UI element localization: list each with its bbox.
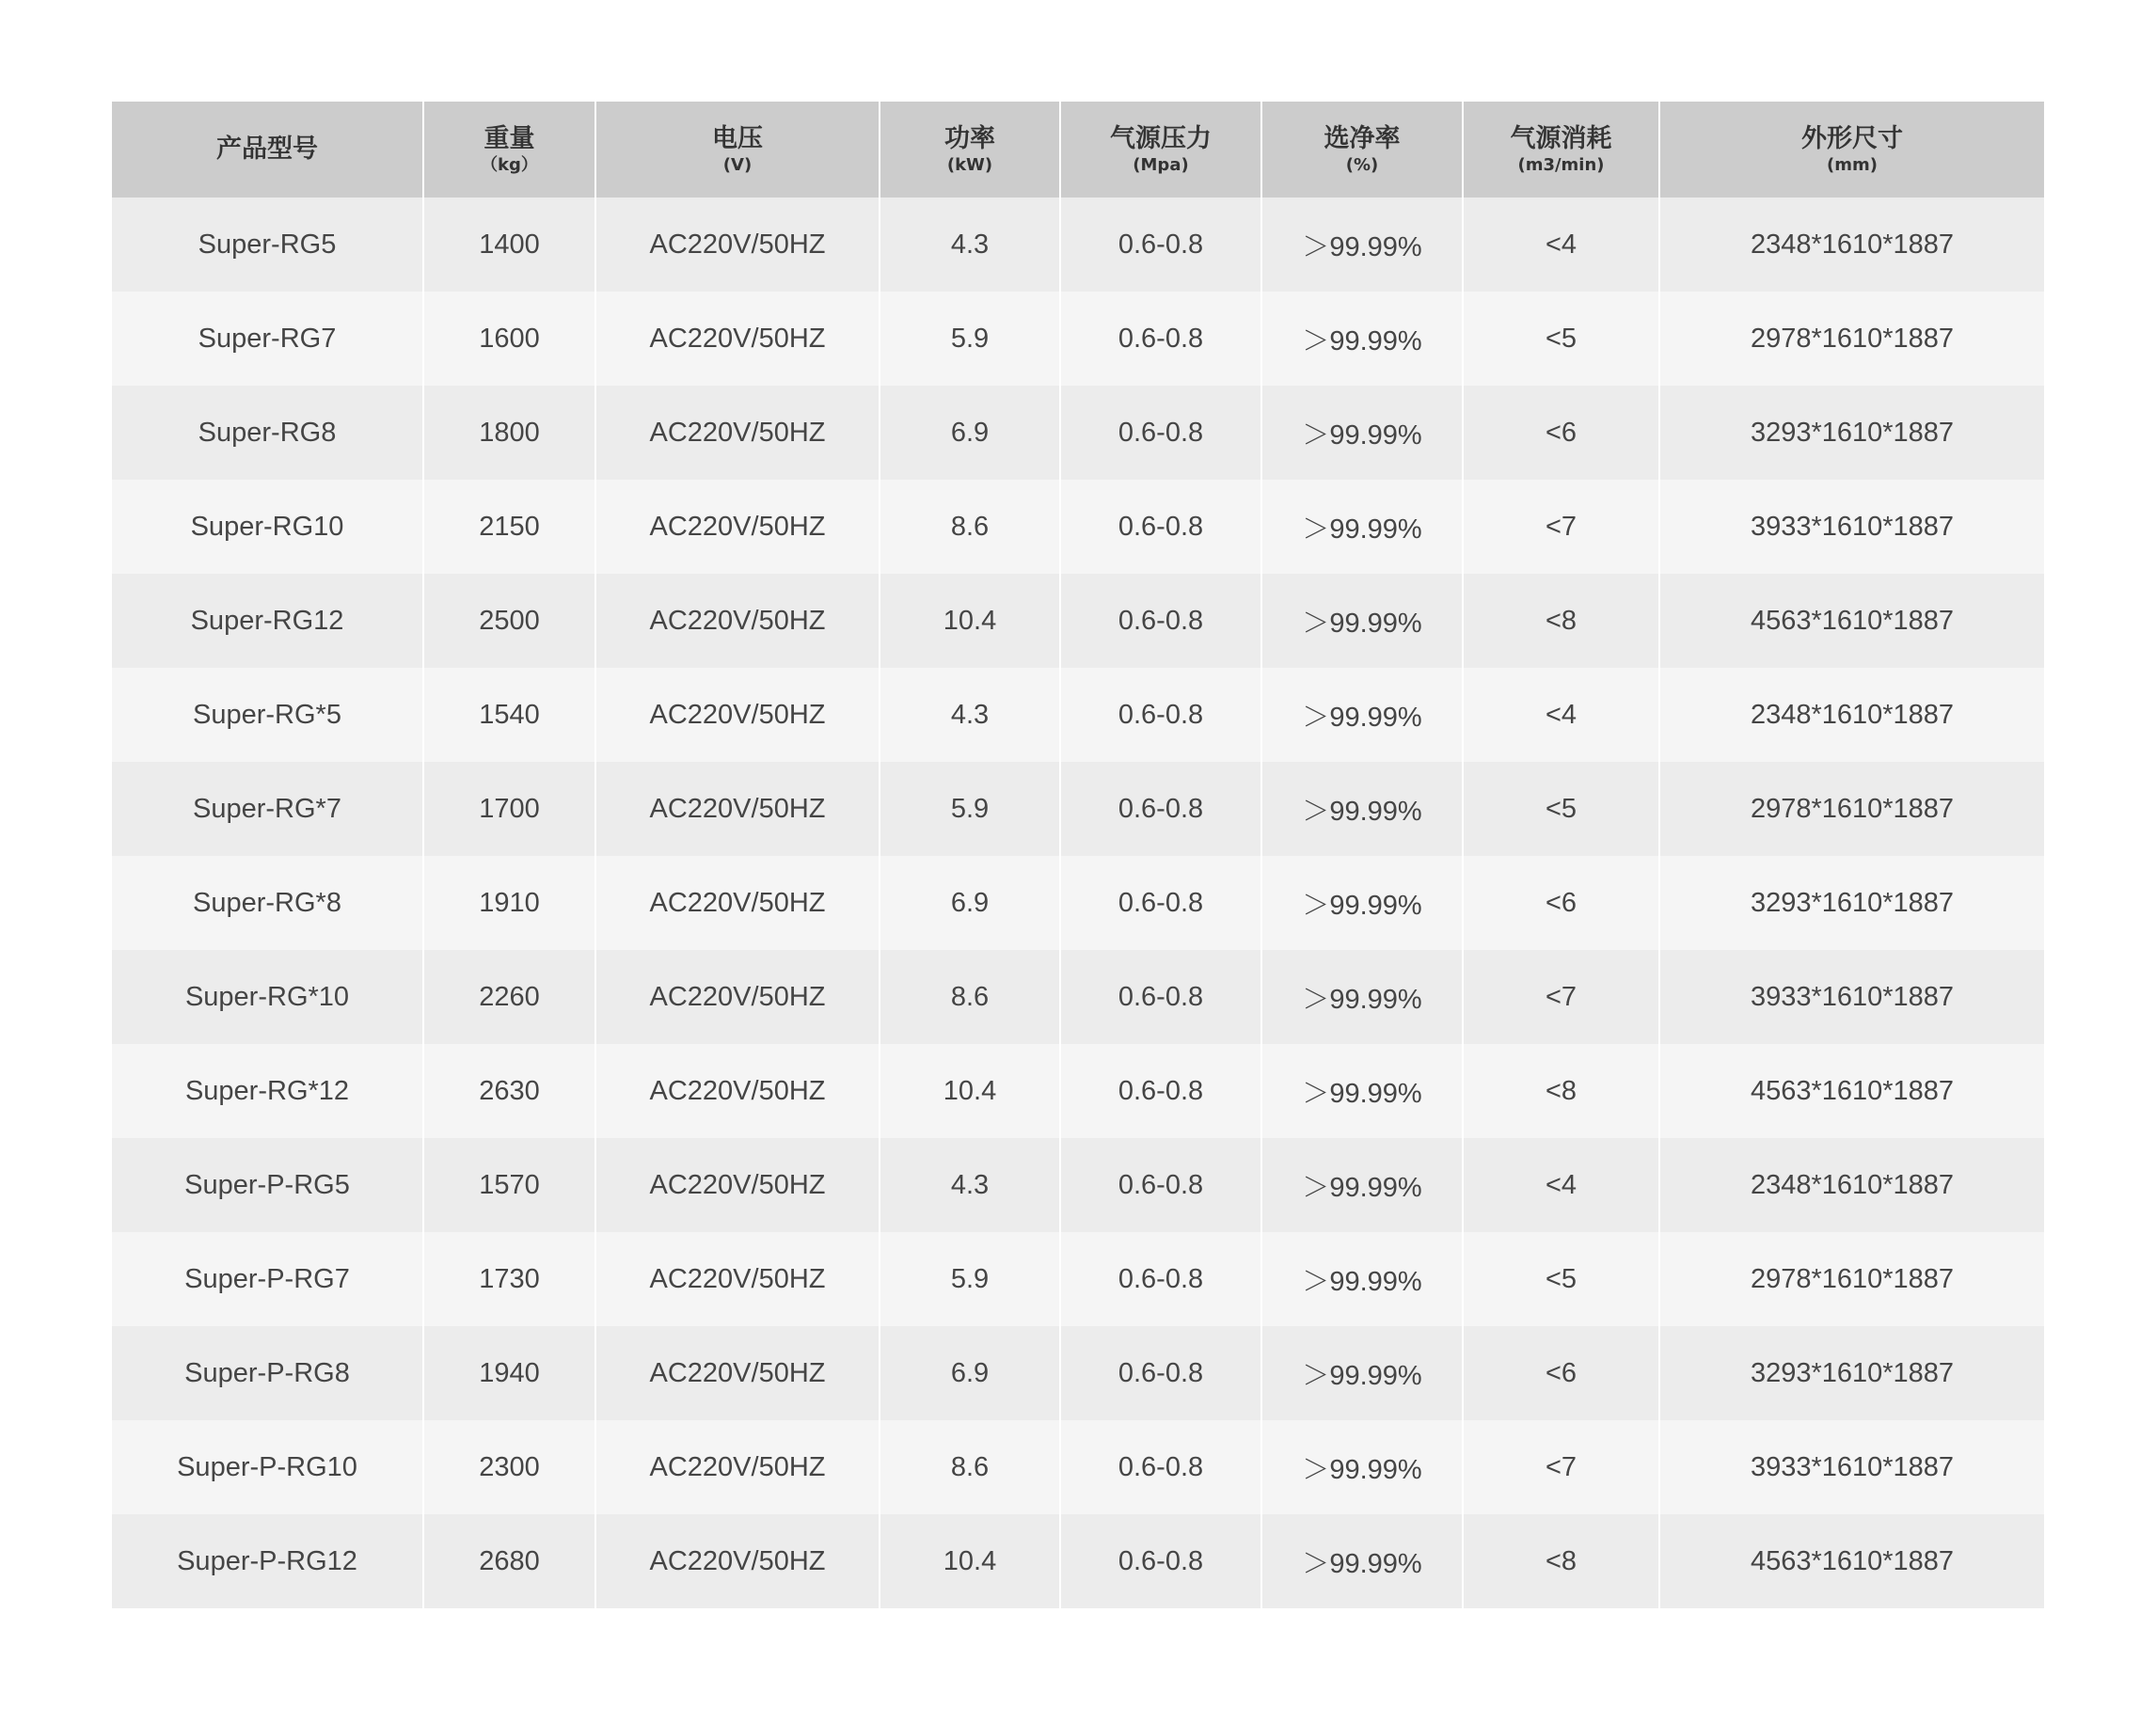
header-label: 电压: [712, 123, 763, 153]
cell-model: Super-P-RG8: [112, 1326, 423, 1420]
cell-weight: 1570: [423, 1138, 595, 1232]
cell-purity: ＞99.99%: [1261, 1232, 1463, 1326]
cell-air-pressure: 0.6-0.8: [1060, 950, 1261, 1044]
table-row: [112, 1514, 2044, 1608]
header-model: [112, 102, 423, 198]
cell-air-consumption: <8: [1463, 1044, 1659, 1138]
cell-air-pressure: 0.6-0.8: [1060, 1420, 1261, 1514]
header-unit: (V): [722, 154, 753, 175]
cell-air-pressure: 0.6-0.8: [1060, 1514, 1261, 1608]
cell-power: 8.6: [880, 950, 1060, 1044]
cell-power: 4.3: [880, 668, 1060, 762]
cell-power: 10.4: [880, 1044, 1060, 1138]
cell-weight: 1940: [423, 1326, 595, 1420]
cell-voltage: AC220V/50HZ: [595, 1044, 880, 1138]
cell-power: 4.3: [880, 198, 1060, 292]
cell-weight: 1700: [423, 762, 595, 856]
cell-model: Super-P-RG7: [112, 1232, 423, 1326]
spec-table: [112, 102, 2044, 1608]
cell-air-pressure: 0.6-0.8: [1060, 292, 1261, 386]
cell-voltage: AC220V/50HZ: [595, 1138, 880, 1232]
cell-power: 4.3: [880, 1138, 1060, 1232]
cell-voltage: AC220V/50HZ: [595, 1326, 880, 1420]
cell-voltage: AC220V/50HZ: [595, 198, 880, 292]
header-unit: (%): [1345, 154, 1379, 175]
cell-dimensions: 2348*1610*1887: [1659, 1138, 2044, 1232]
cell-dimensions: 3933*1610*1887: [1659, 480, 2044, 574]
cell-purity: ＞99.99%: [1261, 480, 1463, 574]
cell-model: Super-RG*12: [112, 1044, 423, 1138]
cell-model: Super-RG10: [112, 480, 423, 574]
cell-purity: ＞99.99%: [1261, 198, 1463, 292]
cell-weight: 2680: [423, 1514, 595, 1608]
header-row: [112, 102, 2044, 198]
cell-air-pressure: 0.6-0.8: [1060, 856, 1261, 950]
cell-weight: 1540: [423, 668, 595, 762]
header-voltage: [595, 102, 880, 198]
cell-model: Super-RG*7: [112, 762, 423, 856]
cell-purity: ＞99.99%: [1261, 856, 1463, 950]
cell-air-pressure: 0.6-0.8: [1060, 480, 1261, 574]
header-label: 产品型号: [216, 134, 318, 164]
cell-air-pressure: 0.6-0.8: [1060, 198, 1261, 292]
header-air-consumption: [1463, 102, 1659, 198]
cell-air-consumption: <6: [1463, 856, 1659, 950]
cell-voltage: AC220V/50HZ: [595, 292, 880, 386]
header-label: 重量: [484, 123, 535, 153]
table-row: [112, 668, 2044, 762]
header-label: 外形尺寸: [1801, 123, 1903, 153]
cell-dimensions: 3933*1610*1887: [1659, 950, 2044, 1044]
table-row: [112, 386, 2044, 480]
cell-voltage: AC220V/50HZ: [595, 574, 880, 668]
header-air-pressure: [1060, 102, 1261, 198]
table-header: [112, 102, 2044, 198]
cell-air-consumption: <7: [1463, 1420, 1659, 1514]
cell-voltage: AC220V/50HZ: [595, 668, 880, 762]
cell-air-consumption: <6: [1463, 1326, 1659, 1420]
cell-purity: ＞99.99%: [1261, 950, 1463, 1044]
table-row: [112, 1044, 2044, 1138]
header-purity: [1261, 102, 1463, 198]
cell-air-pressure: 0.6-0.8: [1060, 574, 1261, 668]
table-row: [112, 1138, 2044, 1232]
header-unit: （kg）: [481, 154, 538, 175]
table-row: [112, 762, 2044, 856]
cell-model: Super-RG*5: [112, 668, 423, 762]
cell-model: Super-RG8: [112, 386, 423, 480]
cell-dimensions: 2978*1610*1887: [1659, 762, 2044, 856]
header-unit: (kW): [946, 154, 993, 175]
header-label: 选净率: [1324, 123, 1401, 153]
cell-dimensions: 2978*1610*1887: [1659, 292, 2044, 386]
header-label: 气源压力: [1110, 123, 1212, 153]
cell-air-consumption: <4: [1463, 668, 1659, 762]
table-row: [112, 480, 2044, 574]
cell-weight: 1910: [423, 856, 595, 950]
cell-air-pressure: 0.6-0.8: [1060, 1044, 1261, 1138]
cell-voltage: AC220V/50HZ: [595, 950, 880, 1044]
cell-dimensions: 3293*1610*1887: [1659, 386, 2044, 480]
cell-weight: 2630: [423, 1044, 595, 1138]
cell-voltage: AC220V/50HZ: [595, 1232, 880, 1326]
header-power: [880, 102, 1060, 198]
header-label: 功率: [944, 123, 995, 153]
cell-model: Super-RG12: [112, 574, 423, 668]
cell-weight: 1600: [423, 292, 595, 386]
cell-weight: 2300: [423, 1420, 595, 1514]
cell-purity: ＞99.99%: [1261, 292, 1463, 386]
cell-dimensions: 3933*1610*1887: [1659, 1420, 2044, 1514]
header-unit: (Mpa): [1133, 154, 1189, 175]
cell-dimensions: 2348*1610*1887: [1659, 198, 2044, 292]
cell-weight: 1800: [423, 386, 595, 480]
header-weight: [423, 102, 595, 198]
table-row: [112, 574, 2044, 668]
cell-air-consumption: <5: [1463, 762, 1659, 856]
cell-model: Super-RG7: [112, 292, 423, 386]
cell-dimensions: 3293*1610*1887: [1659, 1326, 2044, 1420]
cell-voltage: AC220V/50HZ: [595, 856, 880, 950]
cell-power: 6.9: [880, 386, 1060, 480]
cell-weight: 2150: [423, 480, 595, 574]
cell-weight: 1400: [423, 198, 595, 292]
cell-voltage: AC220V/50HZ: [595, 1420, 880, 1514]
cell-voltage: AC220V/50HZ: [595, 1514, 880, 1608]
cell-air-pressure: 0.6-0.8: [1060, 1326, 1261, 1420]
cell-air-pressure: 0.6-0.8: [1060, 668, 1261, 762]
cell-air-consumption: <5: [1463, 1232, 1659, 1326]
cell-power: 8.6: [880, 1420, 1060, 1514]
table-row: [112, 198, 2044, 292]
cell-dimensions: 4563*1610*1887: [1659, 1044, 2044, 1138]
cell-purity: ＞99.99%: [1261, 1326, 1463, 1420]
cell-dimensions: 3293*1610*1887: [1659, 856, 2044, 950]
cell-power: 10.4: [880, 1514, 1060, 1608]
cell-power: 5.9: [880, 762, 1060, 856]
cell-power: 8.6: [880, 480, 1060, 574]
cell-model: Super-P-RG5: [112, 1138, 423, 1232]
cell-voltage: AC220V/50HZ: [595, 762, 880, 856]
table-row: [112, 856, 2044, 950]
cell-purity: ＞99.99%: [1261, 1138, 1463, 1232]
cell-power: 6.9: [880, 1326, 1060, 1420]
table-row: [112, 1326, 2044, 1420]
cell-weight: 2260: [423, 950, 595, 1044]
cell-voltage: AC220V/50HZ: [595, 386, 880, 480]
table-row: [112, 950, 2044, 1044]
table-row: [112, 1232, 2044, 1326]
cell-air-consumption: <7: [1463, 480, 1659, 574]
table-body: [112, 198, 2044, 1608]
cell-model: Super-RG5: [112, 198, 423, 292]
cell-purity: ＞99.99%: [1261, 574, 1463, 668]
cell-model: Super-RG*8: [112, 856, 423, 950]
cell-air-pressure: 0.6-0.8: [1060, 762, 1261, 856]
cell-air-consumption: <4: [1463, 198, 1659, 292]
cell-air-consumption: <7: [1463, 950, 1659, 1044]
cell-purity: ＞99.99%: [1261, 668, 1463, 762]
cell-weight: 2500: [423, 574, 595, 668]
cell-purity: ＞99.99%: [1261, 386, 1463, 480]
cell-dimensions: 4563*1610*1887: [1659, 1514, 2044, 1608]
cell-model: Super-P-RG10: [112, 1420, 423, 1514]
header-dimensions: [1659, 102, 2044, 198]
cell-power: 5.9: [880, 1232, 1060, 1326]
cell-purity: ＞99.99%: [1261, 1420, 1463, 1514]
cell-air-pressure: 0.6-0.8: [1060, 1138, 1261, 1232]
cell-purity: ＞99.99%: [1261, 1044, 1463, 1138]
cell-air-consumption: <8: [1463, 574, 1659, 668]
cell-power: 10.4: [880, 574, 1060, 668]
header-label: 气源消耗: [1510, 123, 1612, 153]
cell-dimensions: 4563*1610*1887: [1659, 574, 2044, 668]
header-unit: (mm): [1827, 154, 1878, 175]
cell-model: Super-P-RG12: [112, 1514, 423, 1608]
cell-voltage: AC220V/50HZ: [595, 480, 880, 574]
cell-air-pressure: 0.6-0.8: [1060, 1232, 1261, 1326]
cell-air-pressure: 0.6-0.8: [1060, 386, 1261, 480]
cell-air-consumption: <8: [1463, 1514, 1659, 1608]
table-row: [112, 292, 2044, 386]
cell-weight: 1730: [423, 1232, 595, 1326]
cell-power: 6.9: [880, 856, 1060, 950]
cell-purity: ＞99.99%: [1261, 1514, 1463, 1608]
header-unit: (m3/min): [1517, 154, 1605, 175]
cell-air-consumption: <6: [1463, 386, 1659, 480]
cell-dimensions: 2978*1610*1887: [1659, 1232, 2044, 1326]
cell-air-consumption: <4: [1463, 1138, 1659, 1232]
cell-model: Super-RG*10: [112, 950, 423, 1044]
cell-air-consumption: <5: [1463, 292, 1659, 386]
cell-purity: ＞99.99%: [1261, 762, 1463, 856]
cell-dimensions: 2348*1610*1887: [1659, 668, 2044, 762]
table-row: [112, 1420, 2044, 1514]
cell-power: 5.9: [880, 292, 1060, 386]
